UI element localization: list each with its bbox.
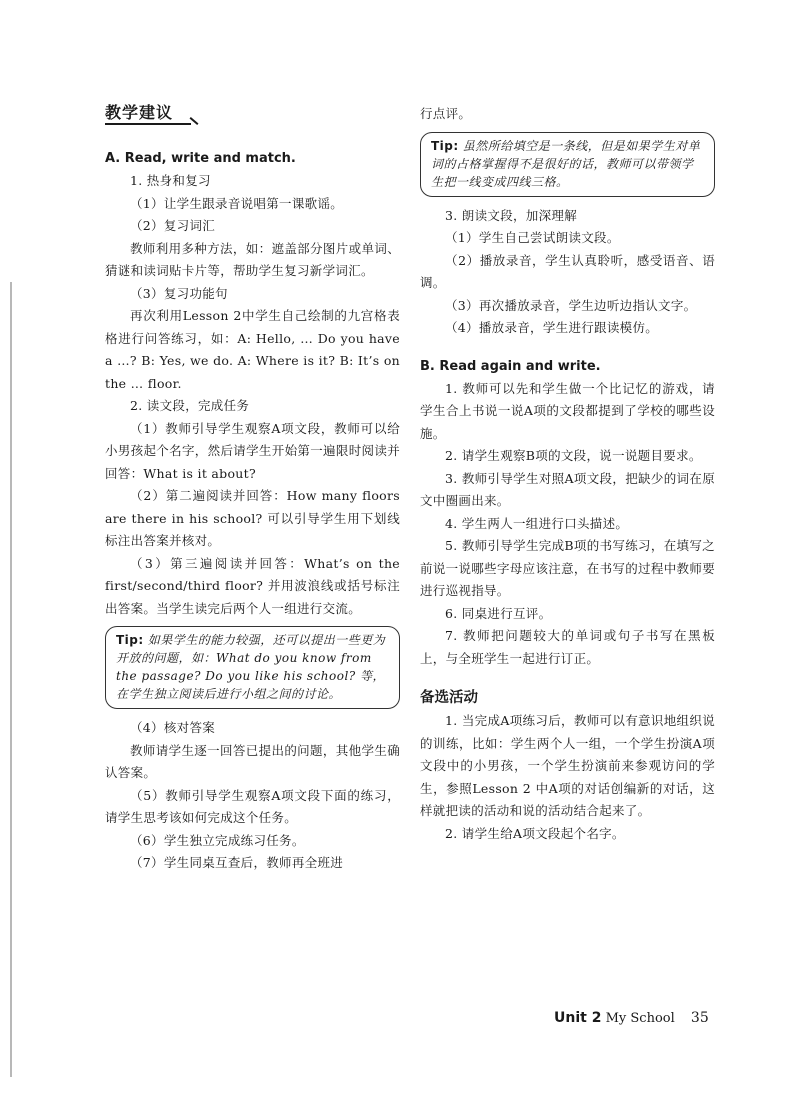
paragraph: （2）复习词汇	[130, 218, 216, 233]
paragraph: （6）学生独立完成练习任务。	[130, 832, 305, 848]
paragraph: 6. 同桌进行互评。	[445, 605, 552, 621]
left-flow	[105, 148, 400, 875]
section-title-underline	[105, 123, 191, 125]
paragraph: 5. 教师引导学生完成B项的书写练习，在填写之前说一说哪些字母应该注意，在书写的过程中教师要进行巡视指导。	[420, 538, 715, 598]
tip-text: 虽然所给填空是一条线，但是如果学生对单词的占格掌握得不是很好的话，教师可以带领学生把一线变成四线三格。	[431, 138, 701, 189]
paragraph: （2）第二遍阅读并回答：How many floors are there in his school? 可以引导学生用下划线标注出答案并核对。	[105, 488, 400, 548]
paragraph: （7）学生同桌互查后，教师再全班进	[130, 855, 344, 870]
tip-text: 如果学生的能力较强，还可以提出一些更为开放的问题，如：What do you know from the passage? Do you like his school? 等，在学生独立阅读后进行小组之间的讨论。	[116, 633, 386, 701]
paragraph: 教师请学生逐一回答已提出的问题，其他学生确认答案。	[105, 742, 400, 780]
paragraph: （4）播放录音，学生进行跟读模仿。	[445, 320, 659, 335]
paragraph: 2. 请学生给A项文段起个名字。	[445, 825, 625, 841]
paragraph: （2）播放录音，学生认真聆听，感受语音、语调。	[420, 252, 715, 290]
paragraph-continuation: 行点评。	[420, 106, 472, 121]
tip-box	[420, 132, 715, 197]
tip-label: Tip:	[431, 138, 459, 153]
paragraph: 2. 请学生观察B项的文段，说一说题目要求。	[445, 448, 702, 463]
paragraph: 3. 教师引导学生对照A项文段，把缺少的词在原文中圈画出来。	[420, 470, 715, 508]
part-b-heading: B. Read again and write.	[420, 358, 601, 374]
paragraph: （3）再次播放录音，学生边听边指认文字。	[445, 297, 697, 313]
paragraph: 1. 当完成A项练习后，教师可以有意识地组织说的训练，比如：学生两个人一组，一个学生扮演A项文段中的小男孩，一个学生扮演前来参观访问的学生，参照Lesson 2 中A项的对话创编新的对话，这样就把读的活动和说的活动结合起来了。	[420, 713, 715, 818]
footer-unit-label: Unit 2	[554, 1010, 602, 1026]
paragraph: 1. 热身和复习	[130, 173, 211, 188]
paragraph: 教师利用多种方法，如：遮盖部分图片或单词、猜谜和读词贴卡片等，帮助学生复习新学词汇。	[105, 240, 400, 278]
paragraph: （3）第三遍阅读并回答：What’s on the first/second/third floor? 并用波浪线或括号标注出答案。当学生读完后两个人一组进行交流。	[105, 555, 400, 616]
footer-unit-title: My School	[605, 1011, 675, 1026]
right-flow	[420, 103, 715, 845]
page-footer	[554, 1010, 709, 1026]
paragraph: 1. 教师可以先和学生做一个比记忆的游戏，请学生合上书说一说A项的文段都提到了学校的哪些设施。	[420, 380, 715, 441]
paragraph: （4）核对答案	[130, 720, 216, 735]
section-title: 教学建议	[105, 103, 174, 122]
paragraph: （5）教师引导学生观察A项文段下面的练习，请学生思考该如何完成这个任务。	[105, 787, 400, 825]
paragraph: （1）教师引导学生观察A项文段，教师可以给小男孩起个名字，然后请学生开始第一遍限时阅读并回答：What is it about?	[105, 420, 400, 481]
paragraph: 4. 学生两人一组进行口头描述。	[445, 515, 629, 531]
page-number: 35	[690, 1010, 709, 1026]
part-a-heading: A. Read, write and match.	[105, 151, 296, 166]
paragraph: （1）让学生跟录音说唱第一课歌谣。	[130, 195, 344, 211]
optional-activities-heading: 备选活动	[420, 690, 478, 706]
paragraph: 2. 读文段，完成任务	[130, 398, 250, 413]
paragraph: （3）复习功能句	[130, 285, 228, 301]
paragraph: 3. 朗读文段，加深理解	[445, 207, 577, 223]
paragraph: 再次利用Lesson 2中学生自己绘制的九宫格表格进行问答练习，如：A: Hello, … Do you have a …? B: Yes, we do. A: Where is it? B: It’s on the … floor.	[105, 308, 400, 391]
binding-edge-line	[10, 282, 12, 1077]
tip-label: Tip:	[116, 633, 144, 647]
paragraph: （1）学生自己尝试朗读文段。	[445, 230, 620, 245]
tip-box	[105, 626, 400, 709]
paragraph: 7. 教师把问题较大的单词或句子书写在黑板上，与全班学生一起进行订正。	[420, 628, 715, 666]
